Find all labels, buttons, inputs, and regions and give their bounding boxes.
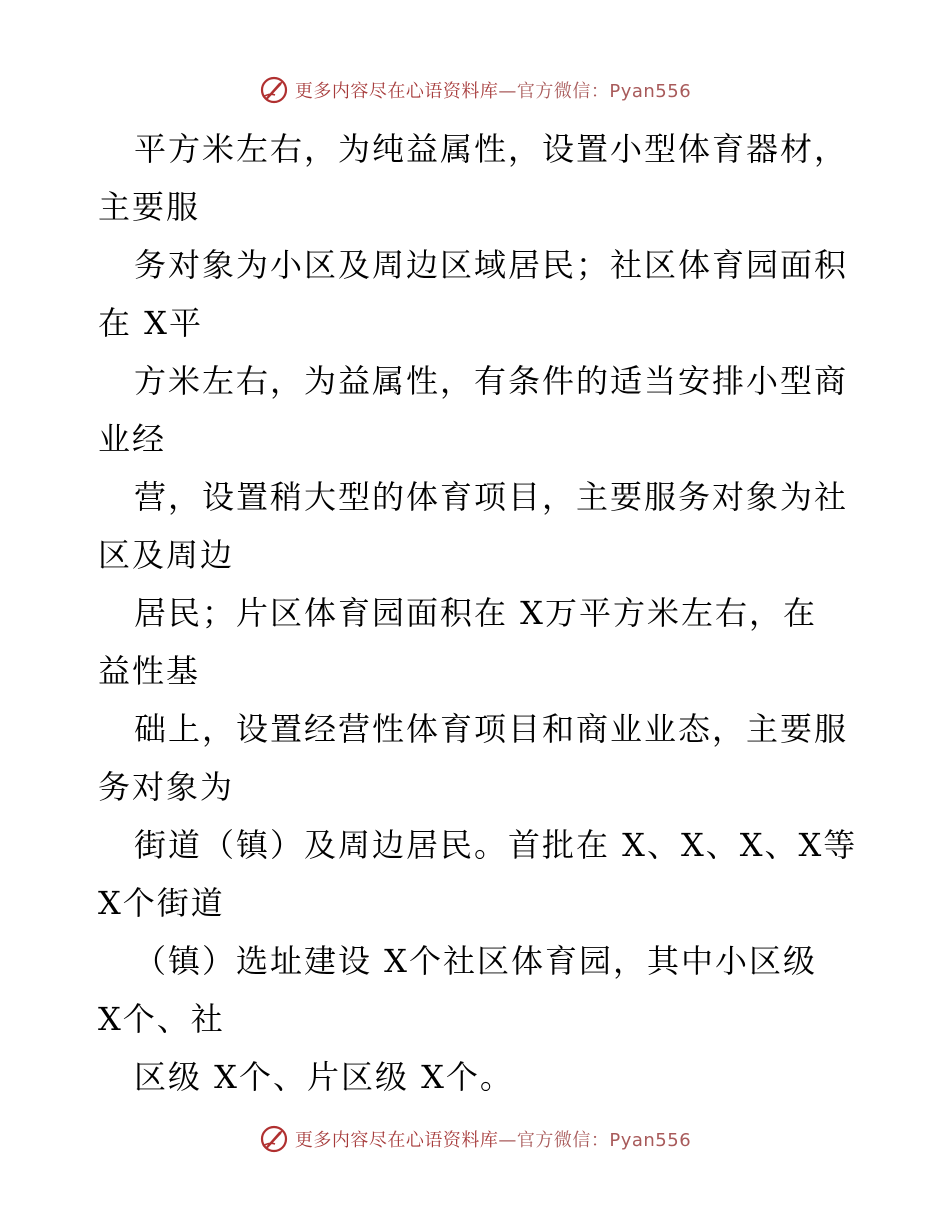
text-line: 务对象为 [98, 768, 235, 806]
text-line: 务对象为小区及周边区域居民；社区体育园面积 [134, 246, 849, 284]
text-line: X个街道 [98, 884, 225, 922]
footer-banner-main: 更多内容尽在心语资料库 [294, 1130, 499, 1151]
text-line: X个、社 [98, 1000, 225, 1038]
footer-banner-suffix: —官方微信：Pyan556 [498, 1130, 692, 1151]
quill-pen-logo-icon [259, 75, 289, 105]
document-body [98, 120, 858, 1106]
text-line: 础上，设置经营性体育项目和商业业态，主要服 [134, 710, 849, 748]
text-line: 区级 X个、片区级 X个。 [134, 1058, 514, 1096]
text-line: 业经 [98, 420, 167, 458]
text-line: 营，设置稍大型的体育项目，主要服务对象为社 [134, 478, 849, 516]
header-banner-main: 更多内容尽在心语资料库 [294, 81, 499, 102]
text-line: 益性基 [98, 652, 201, 690]
text-line: 主要服 [98, 188, 201, 226]
text-line: 方米左右，为益属性，有条件的适当安排小型商 [134, 362, 849, 400]
text-line: 区及周边 [98, 536, 235, 574]
text-line: （镇）选址建设 X个社区体育园，其中小区级 [134, 942, 817, 980]
page-header [0, 72, 950, 108]
quill-pen-logo-icon [259, 1124, 289, 1154]
header-banner-suffix: —官方微信：Pyan556 [498, 81, 692, 102]
text-line: 在 X平 [98, 304, 203, 342]
footer-banner [295, 1126, 691, 1152]
text-line: 街道（镇）及周边居民。首批在 X、X、X、X等 [134, 826, 858, 864]
header-banner [295, 77, 691, 103]
page-footer [0, 1121, 950, 1157]
text-line: 平方米左右，为纯益属性，设置小型体育器材， [134, 130, 849, 168]
text-line: 居民；片区体育园面积在 X万平方米左右，在 [134, 594, 817, 632]
